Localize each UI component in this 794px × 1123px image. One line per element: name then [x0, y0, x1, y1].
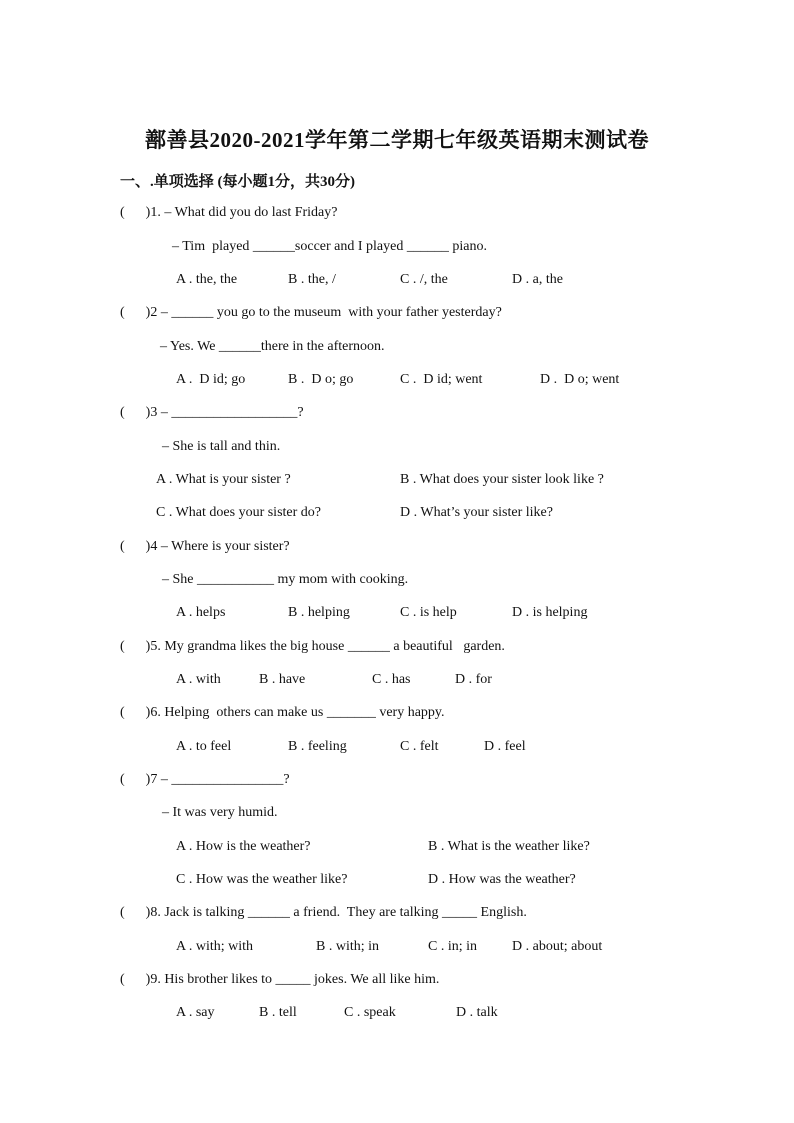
question-8-stem: ( )8. Jack is talking ______ a friend. They are talking _____ English. [120, 905, 527, 920]
question-7-option-d: D . How was the weather? [428, 872, 576, 887]
question-4-line2: – She ___________ my mom with cooking. [162, 572, 409, 587]
question-5-option-d: D . for [455, 672, 492, 687]
question-4-option-a: A . helps [176, 605, 226, 620]
question-2-stem: ( )2 – ______ you go to the museum with your father yesterday? [120, 305, 502, 320]
question-7-stem: ( )7 – ________________? [120, 772, 290, 787]
question-6-stem: ( )6. Helping others can make us _______ very happy. [120, 705, 445, 720]
question-3-option-a: A . What is your sister ? [156, 472, 291, 487]
question-3-line2: – She is tall and thin. [162, 439, 281, 454]
question-2-option-b: B . D o; go [288, 372, 354, 387]
question-9-option-d: D . talk [456, 1005, 498, 1020]
question-9-option-c: C . speak [344, 1005, 396, 1020]
question-3-option-d: D . What’s your sister like? [400, 505, 553, 520]
question-4-stem: ( )4 – Where is your sister? [120, 539, 290, 554]
question-1-option-d: D . a, the [512, 272, 563, 287]
question-9-option-a: A . say [176, 1005, 215, 1020]
question-2-option-a: A . D id; go [176, 372, 246, 387]
question-5-option-b: B . have [259, 672, 306, 687]
question-5-option-c: C . has [372, 672, 411, 687]
question-7-option-c: C . How was the weather like? [176, 872, 348, 887]
question-3-option-b: B . What does your sister look like ? [400, 472, 604, 487]
question-2-line2: – Yes. We ______there in the afternoon. [160, 339, 385, 354]
question-8-option-b: B . with; in [316, 939, 380, 954]
question-1-line2: – Tim played ______soccer and I played ______ piano. [172, 239, 487, 254]
question-7-line2: – It was very humid. [162, 805, 278, 820]
question-2-option-c: C . D id; went [400, 372, 483, 387]
question-6-option-d: D . feel [484, 739, 526, 754]
question-6-option-b: B . feeling [288, 739, 347, 754]
question-6-option-a: A . to feel [176, 739, 232, 754]
question-5-option-a: A . with [176, 672, 221, 687]
question-5-stem: ( )5. My grandma likes the big house ______ a beautiful garden. [120, 639, 505, 654]
question-4-option-c: C . is help [400, 605, 457, 620]
question-1-option-c: C . /, the [400, 272, 448, 287]
question-3-stem: ( )3 – __________________? [120, 405, 304, 420]
question-6-option-c: C . felt [400, 739, 439, 754]
question-2-option-d: D . D o; went [540, 372, 620, 387]
question-7-option-a: A . How is the weather? [176, 839, 311, 854]
question-1-stem: ( )1. – What did you do last Friday? [120, 205, 338, 220]
question-8-option-c: C . in; in [428, 939, 478, 954]
question-7-option-b: B . What is the weather like? [428, 839, 590, 854]
question-1-option-a: A . the, the [176, 272, 238, 287]
question-3-option-c: C . What does your sister do? [156, 505, 321, 520]
question-9-option-b: B . tell [259, 1005, 297, 1020]
question-4-option-b: B . helping [288, 605, 350, 620]
question-4-option-d: D . is helping [512, 605, 588, 620]
question-8-option-a: A . with; with [176, 939, 254, 954]
exam-title: 鄯善县2020-2021学年第二学期七年级英语期末测试卷 [145, 128, 649, 152]
question-1-option-b: B . the, / [288, 272, 336, 287]
question-8-option-d: D . about; about [512, 939, 603, 954]
question-9-stem: ( )9. His brother likes to _____ jokes. We all like him. [120, 972, 440, 987]
section-heading: 一、.单项选择 (每小题1分，共30分) [120, 174, 355, 190]
